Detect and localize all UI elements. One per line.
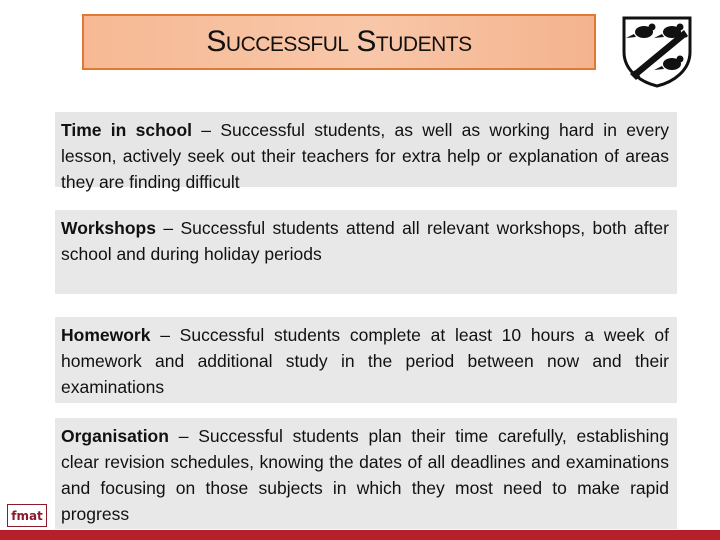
section-time-in-school <box>55 112 677 192</box>
page-title: Successful Students <box>206 25 472 58</box>
fmat-logo <box>7 504 47 527</box>
section-workshops <box>55 210 677 294</box>
school-crest-icon <box>614 12 700 88</box>
section-heading: Time in school <box>61 120 193 140</box>
title-banner <box>82 14 596 70</box>
fmat-logo-text: fmat <box>11 508 43 523</box>
section-separator: – <box>150 325 180 345</box>
section-organisation <box>55 418 677 529</box>
section-text: Successful students, as well as working hard in every lesson, actively seek out their teachers for extra help or explanation of areas they are finding difficult <box>61 120 669 192</box>
section-text: Successful students attend all relevant workshops, both after school and during holiday periods <box>61 218 669 264</box>
section-separator: – <box>155 218 181 238</box>
section-separator: – <box>192 120 221 140</box>
section-heading: Workshops <box>61 218 156 238</box>
section-heading: Homework <box>61 325 151 345</box>
footer-bar <box>0 530 720 540</box>
section-separator: – <box>168 426 199 446</box>
section-text: Successful students plan their time carefully, establishing clear revision schedules, knowing the dates of all deadlines and examinations and focusing on those subjects in which they most need to make rapid progress <box>61 426 669 524</box>
section-text: Successful students complete at least 10 hours a week of homework and additional study in the period between now and their examinations <box>61 325 669 397</box>
section-homework <box>55 317 677 403</box>
section-heading: Organisation <box>61 426 169 446</box>
